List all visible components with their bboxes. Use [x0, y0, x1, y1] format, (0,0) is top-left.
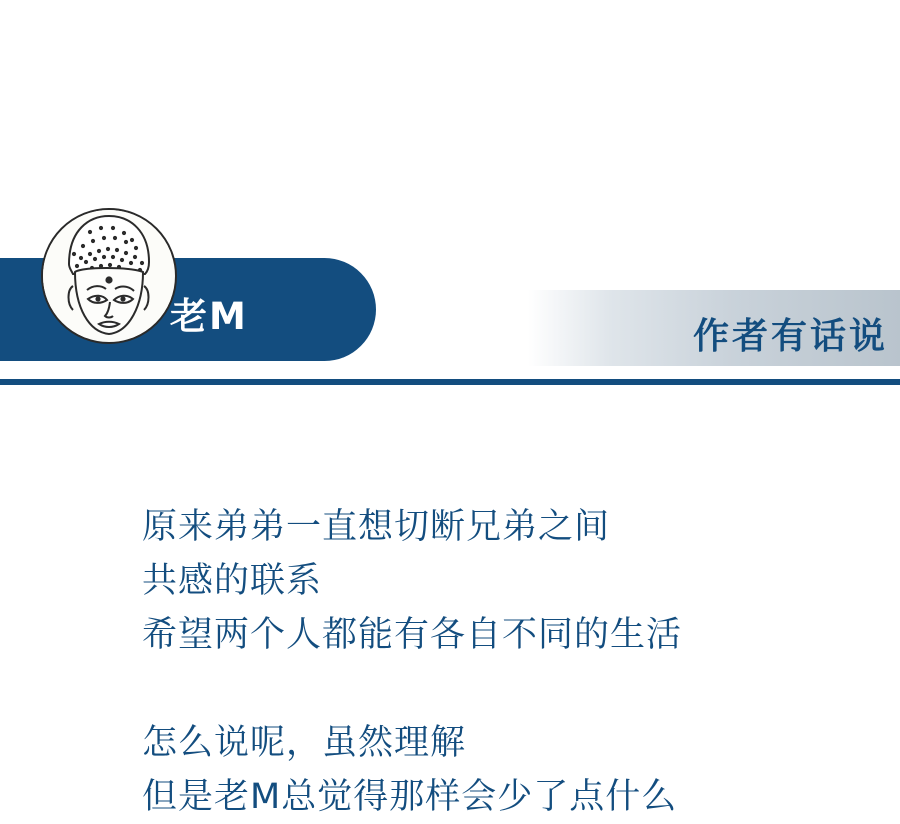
- paragraph: [142, 500, 862, 662]
- header-divider: [0, 379, 900, 385]
- author-note-body: [142, 500, 862, 824]
- buddha-face-avatar-icon: [43, 210, 175, 338]
- section-strip: [528, 290, 900, 366]
- avatar: [41, 208, 177, 344]
- text-line: 原来弟弟一直想切断兄弟之间: [142, 507, 611, 547]
- author-name: 老M: [170, 295, 248, 338]
- text-line: 怎么说呢，虽然理解: [142, 723, 467, 763]
- text-line: 但是老M总觉得那样会少了点什么: [142, 777, 678, 817]
- section-label: 作者有话说: [692, 315, 888, 357]
- paragraph: [142, 716, 862, 824]
- text-line: 共感的联系: [142, 561, 323, 601]
- text-line: 希望两个人都能有各自不同的生活: [142, 615, 683, 655]
- paragraph-spacer: [142, 662, 862, 716]
